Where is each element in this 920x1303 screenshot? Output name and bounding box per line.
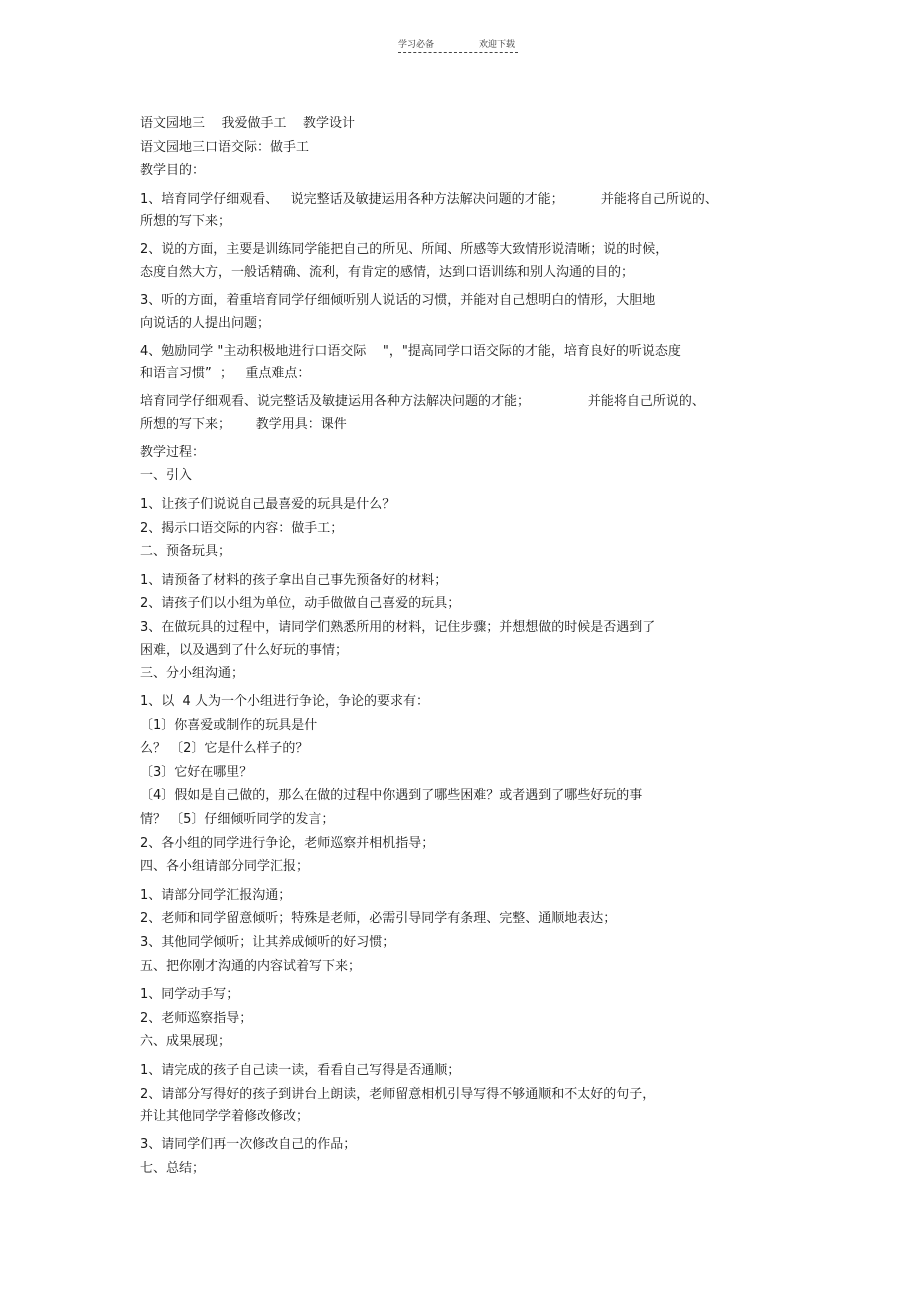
section-subtitle: 语文园地三口语交际：做手工 bbox=[140, 139, 310, 155]
list-item: 1、同学动手写； bbox=[140, 987, 240, 1003]
list-item-continuation: 并让其他同学学着修改修改； bbox=[140, 1109, 310, 1125]
paragraph-line: 1、培育同学仔细观看、 说完整话及敏捷运用各种方法解决问题的才能； 并能将自己所说的、 bbox=[140, 191, 718, 207]
list-item: 2、请部分写得好的孩子到讲台上朗读，老师留意相机引导写得不够通顺和不太好的句子， bbox=[140, 1086, 656, 1102]
paragraph-line: 4、勉励同学 "主动积极地进行口语交际 "，"提高同学口语交际的才能，培育良好的听说态度 bbox=[140, 343, 681, 359]
list-item-continuation: 困难，以及遇到了什么好玩的事情； bbox=[140, 642, 349, 658]
list-item: 2、老师和同学留意倾听；特殊是老师，必需引导同学有条理、完整、通顺地表达； bbox=[140, 911, 617, 927]
paragraph-line: 态度自然大方，一般话精确、流利，有肯定的感情，达到口语训练和别人沟通的目的； bbox=[140, 264, 635, 280]
list-item: 2、揭示口语交际的内容：做手工； bbox=[140, 520, 344, 536]
heading-teaching-process: 教学过程： bbox=[140, 444, 206, 460]
paragraph-line: 向说话的人提出问题； bbox=[140, 315, 271, 331]
paragraph-line: 培育同学仔细观看、说完整话及敏捷运用各种方法解决问题的才能； 并能将自己所说的、 bbox=[140, 394, 705, 410]
list-item: 1、请预备了材料的孩子拿出自己事先预备好的材料； bbox=[140, 572, 448, 588]
list-item: 2、老师巡察指导； bbox=[140, 1010, 253, 1026]
list-item: 3、在做玩具的过程中，请同学们熟悉所用的材料，记住步骤；并想想做的时候是否遇到了 bbox=[140, 619, 656, 635]
list-item: 2、各小组的同学进行争论，老师巡察并相机指导； bbox=[140, 835, 435, 851]
section-heading: 六、成果展现； bbox=[140, 1034, 232, 1050]
document-body bbox=[140, 112, 780, 1180]
list-item: 3、其他同学倾听；让其养成倾听的好习惯； bbox=[140, 935, 396, 951]
list-item: 1、请完成的孩子自己读一读，看看自己写得是否通顺； bbox=[140, 1063, 461, 1078]
paragraph-line: 3、听的方面，着重培育同学仔细倾听别人说话的习惯，并能对自己想明白的情形，大胆地 bbox=[140, 292, 656, 308]
header-divider bbox=[398, 52, 518, 53]
list-item: 〔3〕它好在哪里？ bbox=[140, 764, 253, 780]
document-title: 语文园地三 我爱做手工 教学设计 bbox=[140, 116, 356, 131]
list-item: 2、请孩子们以小组为单位，动手做做自己喜爱的玩具； bbox=[140, 596, 461, 612]
list-item: 1、让孩子们说说自己最喜爱的玩具是什么？ bbox=[140, 496, 396, 512]
paragraph-line: 和语言习惯” ； 重点难点： bbox=[140, 366, 311, 382]
section-heading: 三、分小组沟通； bbox=[140, 665, 245, 681]
section-heading: 二、预备玩具； bbox=[140, 544, 232, 560]
paragraph-line: 2、说的方面，主要是训练同学能把自己的所见、所闻、所感等大致情形说清晰；说的时候， bbox=[140, 242, 669, 258]
list-item: 么？ 〔2〕它是什么样子的？ bbox=[140, 741, 309, 757]
section-heading: 四、各小组请部分同学汇报； bbox=[140, 859, 310, 875]
list-item: 〔4〕假如是自己做的，那么在做的过程中你遇到了哪些困难？或者遇到了哪些好玩的事 bbox=[140, 788, 643, 804]
section-heading: 五、把你刚才沟通的内容试着写下来； bbox=[140, 958, 362, 974]
header-left-text: 学习必备 bbox=[398, 40, 435, 50]
section-heading: 一、引入 bbox=[140, 468, 193, 484]
paragraph-line: 所想的写下来； bbox=[140, 214, 232, 230]
list-item: 1、请部分同学汇报沟通； bbox=[140, 887, 292, 903]
list-item: 1、以 4 人为一个小组进行争论，争论的要求有： bbox=[140, 694, 429, 710]
header-right-text: 欢迎下载 bbox=[479, 40, 516, 50]
list-item: 3、请同学们再一次修改自己的作品； bbox=[140, 1137, 357, 1153]
heading-teaching-goals: 教学目的： bbox=[140, 163, 206, 179]
section-heading: 七、总结； bbox=[140, 1160, 206, 1176]
list-item: 情？ 〔5〕仔细倾听同学的发言； bbox=[140, 812, 335, 828]
paragraph-line: 所想的写下来； 教学用具：课件 bbox=[140, 416, 347, 432]
list-item: 〔1〕你喜爱或制作的玩具是什 bbox=[140, 717, 318, 733]
